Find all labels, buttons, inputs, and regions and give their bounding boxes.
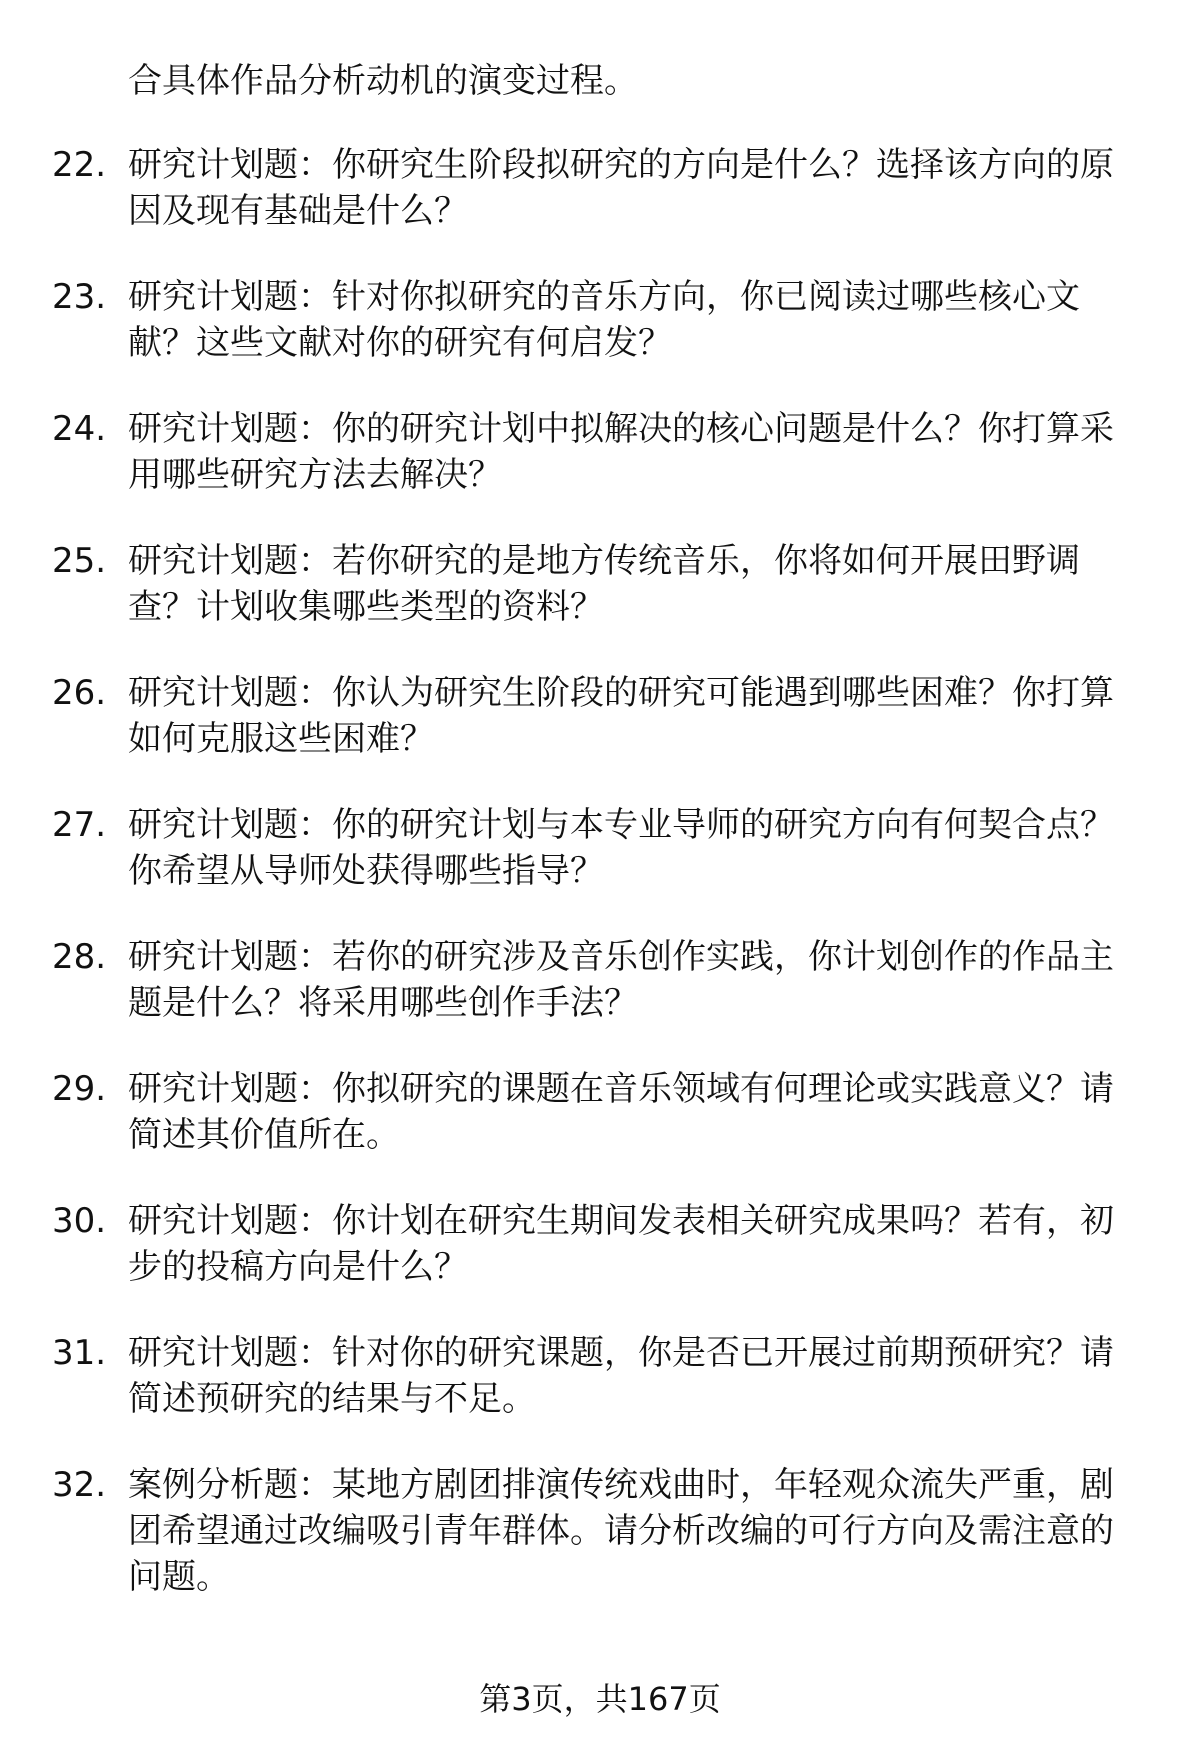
question-text: 研究计划题：针对你的研究课题，你是否已开展过前期预研究？请简述预研究的结果与不足。 <box>128 1333 1114 1419</box>
question-number: 31. <box>52 1333 107 1373</box>
question-number: 32. <box>52 1465 107 1505</box>
question-item <box>0 1066 1200 1198</box>
question-number: 27. <box>52 805 107 845</box>
question-item <box>0 538 1200 670</box>
question-item <box>0 1330 1200 1462</box>
question-number: 28. <box>52 937 107 977</box>
question-text: 研究计划题：若你研究的是地方传统音乐，你将如何开展田野调查？计划收集哪些类型的资料？ <box>128 541 1080 627</box>
question-item <box>0 934 1200 1066</box>
question-number: 30. <box>52 1201 107 1241</box>
question-text: 研究计划题：若你的研究涉及音乐创作实践，你计划创作的作品主题是什么？将采用哪些创作手法？ <box>128 937 1114 1023</box>
question-number: 29. <box>52 1069 107 1109</box>
question-text: 研究计划题：你的研究计划与本专业导师的研究方向有何契合点？你希望从导师处获得哪些指导？ <box>128 805 1114 891</box>
question-text: 研究计划题：你的研究计划中拟解决的核心问题是什么？你打算采用哪些研究方法去解决？ <box>128 409 1114 495</box>
question-list <box>0 142 1200 1642</box>
question-item <box>0 1198 1200 1330</box>
question-number: 25. <box>52 541 107 581</box>
question-text: 研究计划题：你计划在研究生期间发表相关研究成果吗？若有，初步的投稿方向是什么？ <box>128 1201 1114 1287</box>
question-text: 案例分析题：某地方剧团排演传统戏曲时，年轻观众流失严重，剧团希望通过改编吸引青年群体。请分析改编的可行方向及需注意的问题。 <box>128 1465 1114 1597</box>
question-item <box>0 802 1200 934</box>
question-number: 24. <box>52 409 107 449</box>
question-text: 研究计划题：你拟研究的课题在音乐领域有何理论或实践意义？请简述其价值所在。 <box>128 1069 1114 1155</box>
question-text: 研究计划题：你研究生阶段拟研究的方向是什么？选择该方向的原因及现有基础是什么？ <box>128 145 1114 231</box>
question-text: 研究计划题：你认为研究生阶段的研究可能遇到哪些困难？你打算如何克服这些困难？ <box>128 673 1114 759</box>
question-item <box>0 670 1200 802</box>
question-item <box>0 1462 1200 1642</box>
continued-paragraph: 合具体作品分析动机的演变过程。 <box>128 61 638 101</box>
question-text: 研究计划题：针对你拟研究的音乐方向，你已阅读过哪些核心文献？这些文献对你的研究有何启发？ <box>128 277 1080 363</box>
question-number: 22. <box>52 145 107 185</box>
question-item <box>0 406 1200 538</box>
question-item <box>0 142 1200 274</box>
page-footer: 第3页，共167页 <box>479 1680 721 1718</box>
question-number: 23. <box>52 277 107 317</box>
question-item <box>0 274 1200 406</box>
question-number: 26. <box>52 673 107 713</box>
